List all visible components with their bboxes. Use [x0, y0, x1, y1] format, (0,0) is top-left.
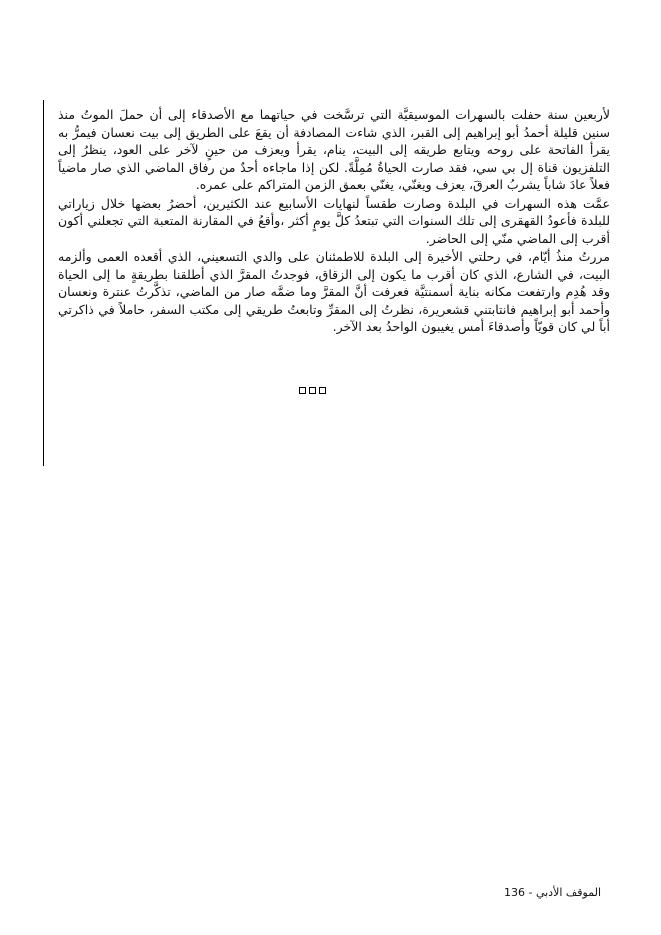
margin-rule: [43, 100, 44, 466]
paragraph-1: لأربعين سنة حفلت بالسهرات الموسيقيَّة التي ترسَّخت في حياتهما مع الأصدقاء إلى أن حملَ الموتُ منذ سنين قليلة أحمدُ أبو إبراهيم إلى القبر، الذي شاءت المصادفة أن يقعَ على الطريق إلى بيت نعسان فيمرُّ به يقرأ الفاتحة على روحه ويتابع طريقه إلى البيت، ينام، يقرأ ويعزف من حينٍ لآخر على العود، ينظرُ إلى التلفزيون قناة إل بي سي، فقد صارت الحياةُ مُمِلَّةً. لكن إذا ماجاءه أحدٌ من رفاق الماضي الذي صار ماضياً فعلاً عادَ شاباً يشربُ العرقَ، يعزف ويغنّي، يغنّي بعمق الزمن المتراكم على عمره.: [58, 107, 610, 192]
page-footer: الموقف الأدبي - 136: [503, 886, 601, 899]
article-body: [58, 106, 610, 337]
section-end-ornament: [299, 387, 326, 394]
paragraph-3: مررتُ منذُ أيّام، في رحلتي الأخيرة إلى البلدة للاطمئنان على والدي التسعيني، الذي أقعده العمى وألزمه البيت، في الشارع، الذي كان أقرب ما يكون إلى الزقاق، فوجدتُ المقرَّ الذي أطلقنا بطريقةٍ ما إلى الحياة وقد هُدِم وارتفعت مكانه بناية أسمنتيَّة فعرفت أنَّ المقرَّ وما ضمَّه صار من الماضي، تذكَّرتُ عنترة ونعسان وأحمد أبو إبراهيم فانتابتني قشعريرة، نظرتُ إلى المقرِّ وتابعتُ طريقي إلى مكتب السفر، حاملاً في ذاكرتي أباً لي كان قويّاً وأصدقاءَ أمس يغيبون الواحدُ بعد الآخر.: [58, 249, 610, 334]
paragraph-2: عمَّت هذه السهرات في البلدة وصارت طقساً لنهايات الأسابيع عند الكثيرين، أحضرُ بعضها خلال زياراتي للبلدة فأعودُ القهقرى إلى تلك السنوات التي تبتعدُ كلَّ يومٍ أكثر ،وأقعُ في المقارنة المتعبة التي تجعلني أكون أقرب إلى الماضي منّي إلى الحاضر.: [58, 195, 610, 246]
ornament-square-icon: [319, 387, 326, 394]
ornament-square-icon: [309, 387, 316, 394]
ornament-square-icon: [299, 387, 306, 394]
